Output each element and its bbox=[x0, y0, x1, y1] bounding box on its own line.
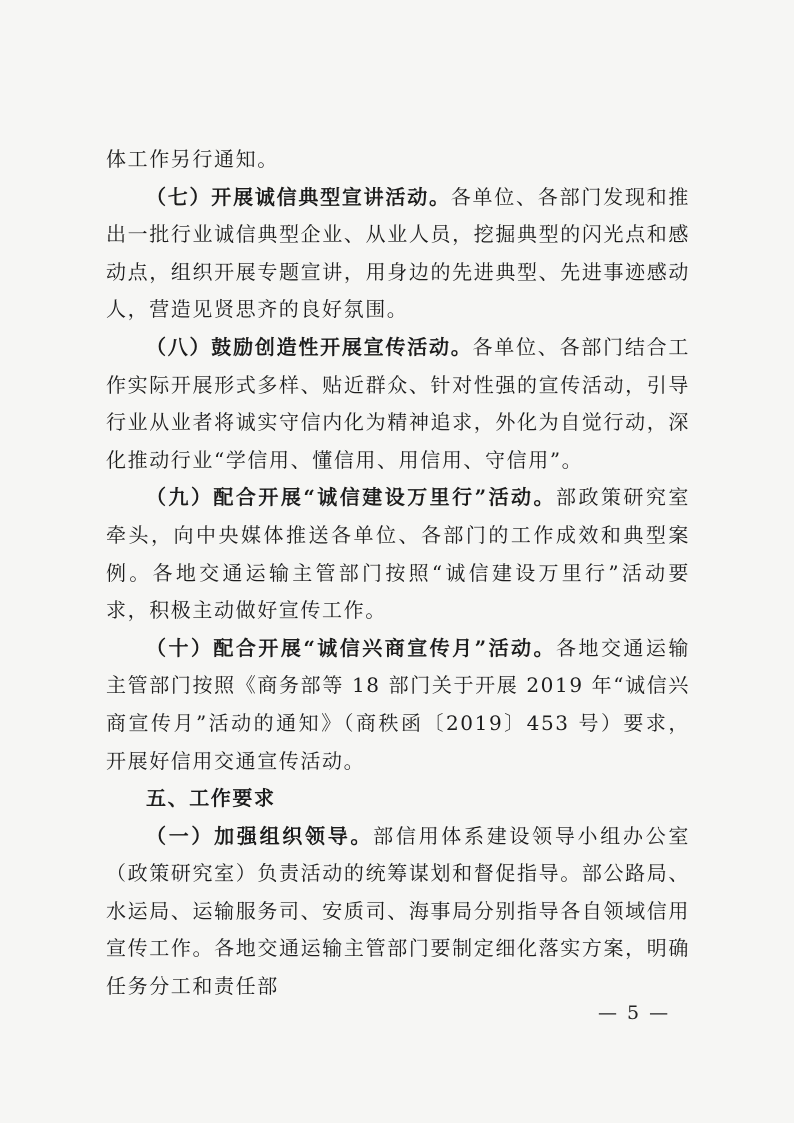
paragraph-item-7 bbox=[106, 179, 690, 329]
paragraph-lead: （九）配合开展“诚信建设万里行”活动。 bbox=[146, 485, 557, 510]
paragraph-text: 部政策研究室牵头，向中央媒体推送各单位、各部门的工作成效和典型案例。各地交通运输主管部门按照“诚信建设万里行”活动要求，积极主动做好宣传工作。 bbox=[106, 485, 690, 623]
page-number: — 5 — bbox=[598, 1002, 671, 1024]
paragraph-requirement-1 bbox=[106, 818, 690, 1006]
paragraph-text: 体工作另行通知。 bbox=[106, 147, 279, 171]
paragraph-text: 部信用体系建设领导小组办公室（政策研究室）负责活动的统筹谋划和督促指导。部公路局、水运局、运输服务司、安质司、海事局分别指导各自领域信用宣传工作。各地交通运输主管部门要制定细化落实方案，明确任务分工和责任部 bbox=[106, 823, 691, 999]
paragraph-continuation bbox=[106, 141, 690, 179]
document-body bbox=[106, 141, 690, 1006]
paragraph-item-10 bbox=[106, 630, 690, 780]
paragraph-text: 各单位、各部门结合工作实际开展形式多样、贴近群众、针对性强的宣传活动，引导行业从业者将诚实守信内化为精神追求，外化为自觉行动，深化推动行业“学信用、懂信用、用信用、守信用”。 bbox=[106, 334, 690, 472]
section-title: 五、工作要求 bbox=[146, 786, 276, 811]
paragraph-lead: （一）加强组织领导。 bbox=[146, 823, 374, 848]
paragraph-lead: （七）开展诚信典型宣讲活动。 bbox=[146, 184, 451, 209]
paragraph-text: 各地交通运输主管部门按照《商务部等 18 部门关于开展 2019 年“诚信兴商宣传月”活动的通知》（商秩函〔2019〕453 号）要求，开展好信用交通宣传活动。 bbox=[106, 635, 690, 773]
paragraph-item-8 bbox=[106, 329, 690, 479]
paragraph-text: 各单位、各部门发现和推出一批行业诚信典型企业、从业人员，挖掘典型的闪光点和感动点，组织开展专题宣讲，用身边的先进典型、先进事迹感动人，营造见贤思齐的良好氛围。 bbox=[106, 184, 690, 322]
paragraph-lead: （八）鼓励创造性开展宣传活动。 bbox=[146, 334, 473, 359]
paragraph-lead: （十）配合开展“诚信兴商宣传月”活动。 bbox=[146, 635, 557, 660]
paragraph-item-9 bbox=[106, 479, 690, 629]
